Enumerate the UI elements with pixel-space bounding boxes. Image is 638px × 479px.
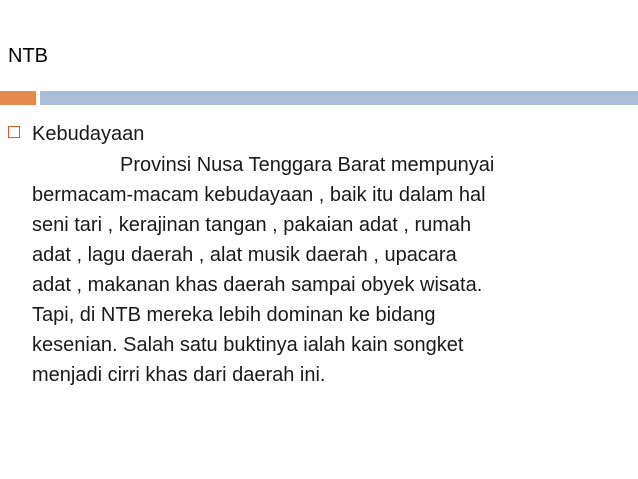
body-paragraph: Provinsi Nusa Tenggara Barat mempunyai bermacam-macam kebudayaan , baik itu dalam hal seni tari , kerajinan tangan , pakaian adat , rumah adat , lagu daerah , alat musik daerah , upacara adat , makanan khas daerah sampai obyek wisata. Tapi, di NTB mereka lebih dominan ke bidang kesenian. Salah satu buktinya ialah kain songket menjadi cirri khas dari daerah ini. <box>32 154 495 386</box>
slide-title: NTB <box>8 45 48 67</box>
square-bullet-icon <box>8 126 20 138</box>
bullet-heading: Kebudayaan <box>32 123 145 145</box>
divider-accent-orange <box>0 91 36 105</box>
divider-accent-blue <box>40 91 638 105</box>
